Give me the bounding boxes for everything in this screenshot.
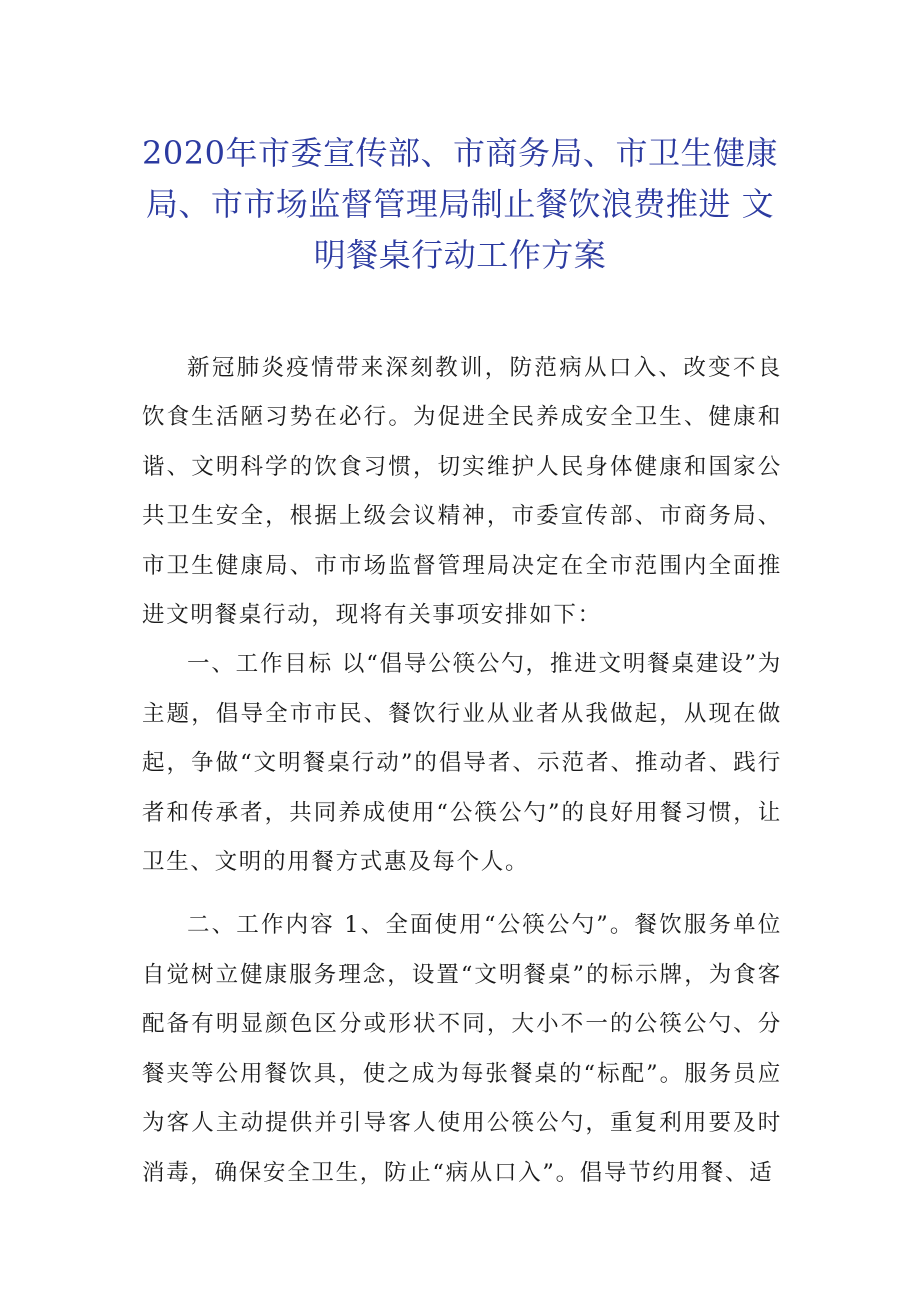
document-body bbox=[142, 344, 782, 1198]
paragraph-work-goal: 一、工作目标 以“倡导公筷公勺，推进文明餐桌建设”为主题，倡导全市市民、餐饮行业从业者从我做起，从现在做起，争做“文明餐桌行动”的倡导者、示范者、推动者、践行者和传承者，共同养成使用“公筷公勺”的良好用餐习惯，让卫生、文明的用餐方式惠及每个人。 bbox=[142, 651, 782, 876]
paragraph-work-content: 二、工作内容 1、全面使用“公筷公勺”。餐饮服务单位自觉树立健康服务理念，设置“文明餐桌”的标示牌，为食客配备有明显颜色区分或形状不同，大小不一的公筷公勺、分餐夹等公用餐饮具，使之成为每张餐桌的“标配”。服务员应为客人主动提供并引导客人使用公筷公勺，重复利用要及时消毒，确保安全卫生，防止“病从口入”。倡导节约用餐、适 bbox=[142, 912, 782, 1186]
document-title: 2020年市委宣传部、市商务局、市卫生健康局、市市场监督管理局制止餐饮浪费推进 文明餐桌行动工作方案 bbox=[142, 134, 778, 274]
paragraph-intro: 新冠肺炎疫情带来深刻教训，防范病从口入、改变不良饮食生活陋习势在必行。为促进全民养成安全卫生、健康和谐、文明科学的饮食习惯，切实维护人民身体健康和国家公共卫生安全，根据上级会议精神，市委宣传部、市商务局、市卫生健康局、市市场监督管理局决定在全市范围内全面推进文明餐桌行动，现将有关事项安排如下： bbox=[142, 355, 782, 629]
